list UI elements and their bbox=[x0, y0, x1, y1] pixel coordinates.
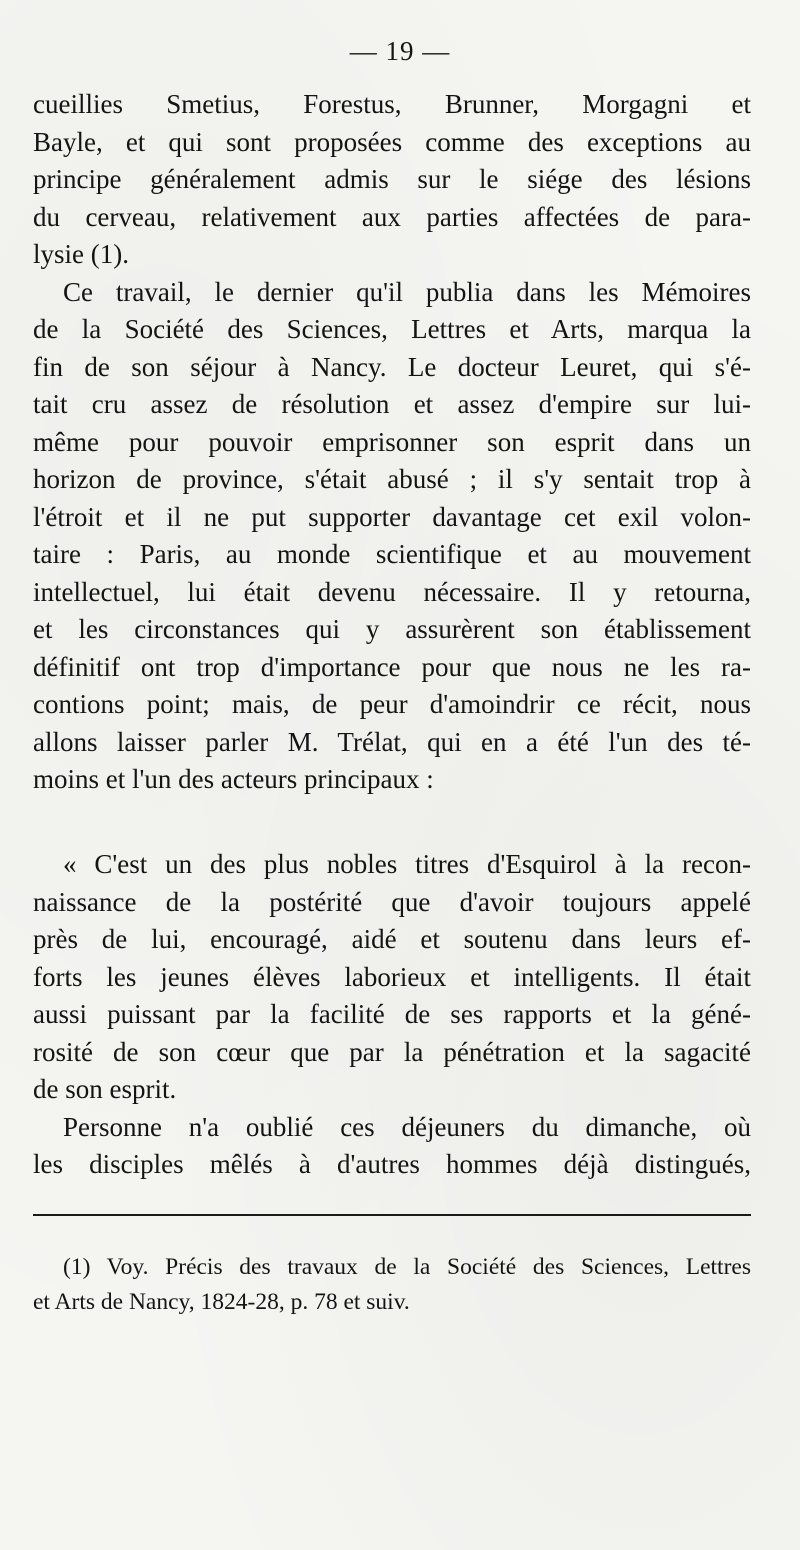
text-line: rosité de son cœur que par la pénétration et la sagacité bbox=[33, 1036, 751, 1067]
text-line: « C'est un des plus nobles titres d'Esquirol à la recon- bbox=[63, 849, 751, 879]
text-line: intellectuel, lui était devenu nécessaire. Il y retourna, bbox=[33, 576, 751, 607]
text-line: près de lui, encouragé, aidé et soutenu dans leurs ef- bbox=[33, 924, 751, 954]
text-line: horizon de province, s'était abusé ; il s'y sentait trop à bbox=[33, 464, 751, 494]
text-line: forts les jeunes élèves laborieux et intelligents. Il était bbox=[33, 961, 751, 992]
footnote-line: (1) Voy. Précis des travaux de la Société des Sciences, Lettres bbox=[63, 1254, 751, 1280]
text-line: de la Société des Sciences, Lettres et Arts, marqua la bbox=[33, 314, 751, 344]
page-number: — 19 — bbox=[349, 36, 451, 66]
text-line: du cerveau, relativement aux parties affectées de para- bbox=[33, 201, 751, 232]
text-line: taire : Paris, au monde scientifique et au mouvement bbox=[33, 539, 751, 569]
text-line: les disciples mêlés à d'autres hommes déjà distingués, bbox=[33, 1149, 751, 1179]
text-line: moins et l'un des acteurs principaux : bbox=[33, 764, 434, 794]
text-line: tait cru assez de résolution et assez d'empire sur lui- bbox=[33, 389, 751, 419]
text-line: fin de son séjour à Nancy. Le docteur Leuret, qui s'é- bbox=[33, 351, 751, 382]
footnote-divider bbox=[33, 1214, 751, 1216]
text-line: Personne n'a oublié ces déjeuners du dimanche, où bbox=[63, 1111, 751, 1142]
text-line: Ce travail, le dernier qu'il publia dans les Mémoires bbox=[63, 276, 751, 307]
text-line: cueillies Smetius, Forestus, Brunner, Morgagni et bbox=[33, 89, 751, 119]
text-line: allons laisser parler M. Trélat, qui en a été l'un des té- bbox=[33, 726, 751, 757]
text-line: de son esprit. bbox=[33, 1074, 177, 1104]
main-text-top bbox=[33, 86, 751, 799]
text-line: lysie (1). bbox=[33, 239, 129, 269]
text-line: Bayle, et qui sont proposées comme des exceptions au bbox=[33, 126, 751, 157]
text-line: l'étroit et il ne put supporter davantage cet exil volon- bbox=[33, 501, 751, 532]
text-line: contions point; mais, de peur d'amoindrir ce récit, nous bbox=[33, 689, 751, 719]
text-line: aussi puissant par la facilité de ses rapports et la géné- bbox=[33, 999, 751, 1029]
text-line: et les circonstances qui y assurèrent son établissement bbox=[33, 614, 751, 644]
text-line: définitif ont trop d'importance pour que nous ne les ra- bbox=[33, 651, 751, 682]
footnote-line: et Arts de Nancy, 1824-28, p. 78 et suiv. bbox=[33, 1289, 410, 1315]
text-line: naissance de la postérité que d'avoir toujours appelé bbox=[33, 886, 751, 917]
text-line: même pour pouvoir emprisonner son esprit dans un bbox=[33, 426, 751, 457]
main-text-bottom bbox=[33, 846, 751, 1184]
footnote bbox=[33, 1250, 751, 1320]
text-line: principe généralement admis sur le siége des lésions bbox=[33, 164, 751, 194]
